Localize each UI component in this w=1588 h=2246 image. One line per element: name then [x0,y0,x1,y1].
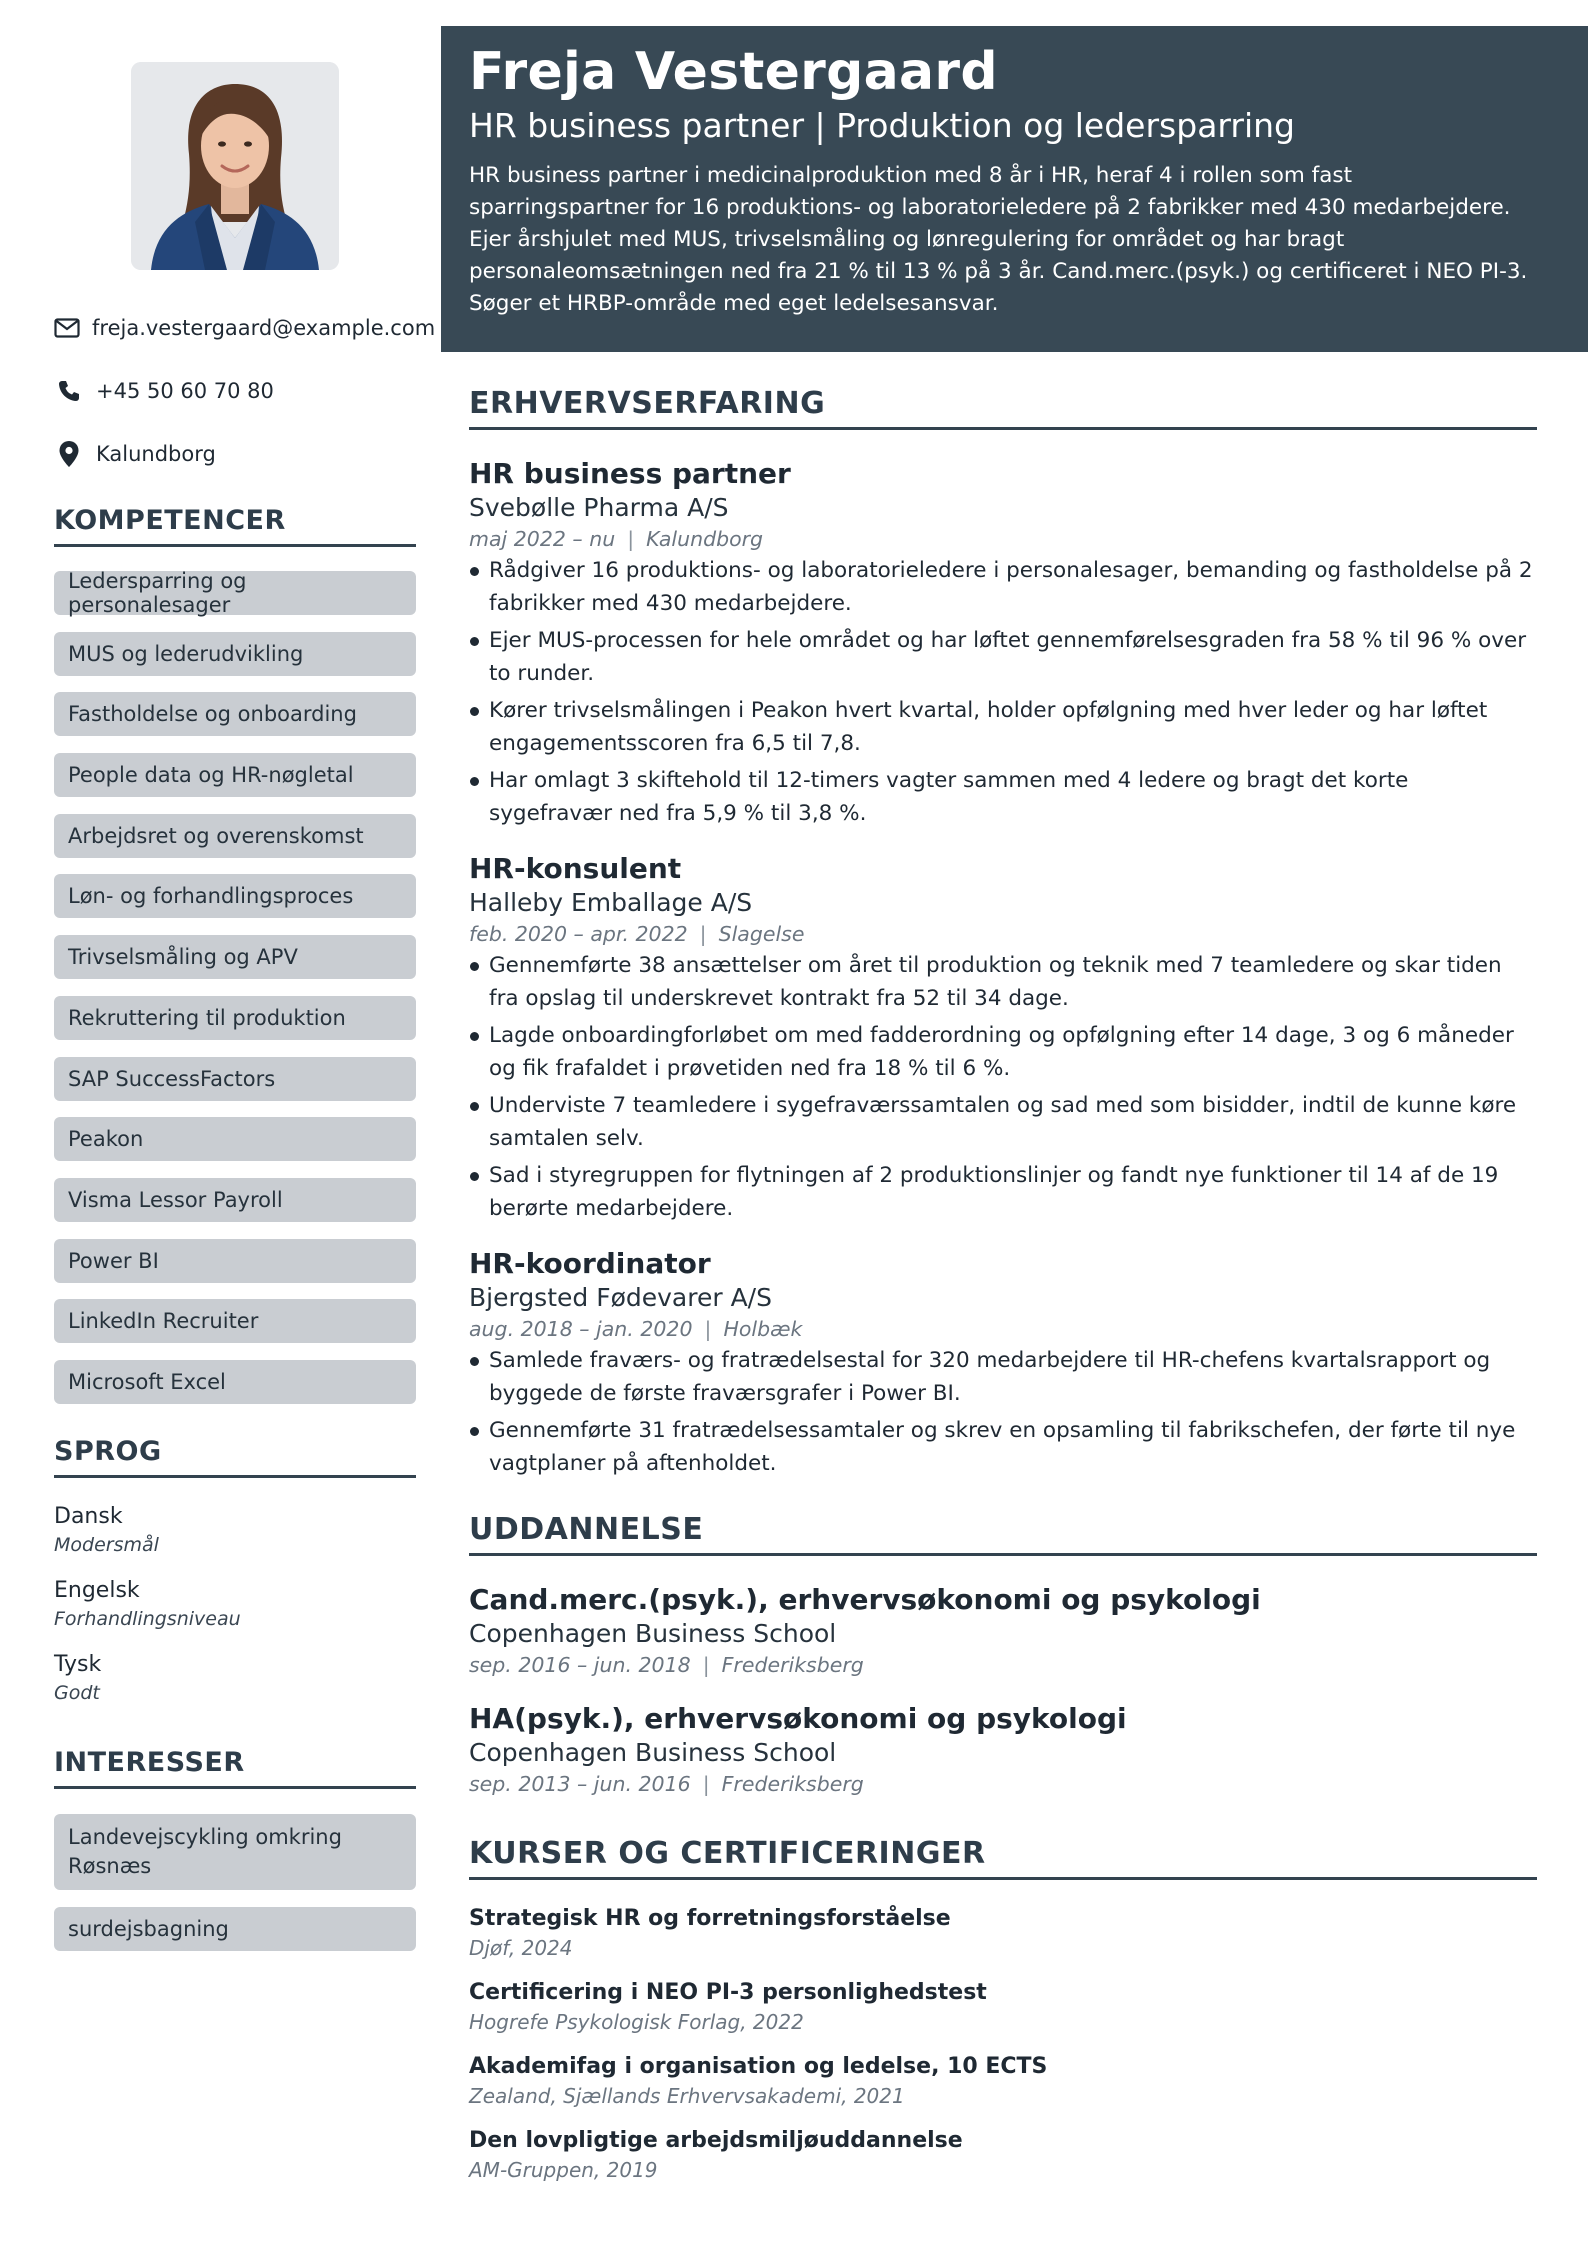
contact-email[interactable] [54,308,434,348]
meta-separator: | [702,1772,710,1796]
location-pin-icon [54,439,84,469]
course-source: AM-Gruppen, 2019 [469,2158,658,2182]
job-period: maj 2022 – nu [469,527,616,551]
education-entry [469,1701,1537,1799]
mail-icon [54,313,80,343]
skills-list [54,571,416,1421]
person-name: Freja Vestergaard [469,42,998,102]
skill-chip: Rekruttering til produktion [54,996,416,1040]
course-entry [469,1903,1537,1963]
school-name: Copenhagen Business School [469,1738,837,1767]
contact-phone[interactable] [54,371,434,411]
languages-list [54,1502,416,1724]
email-text[interactable]: freja.vestergaard@example.com [92,316,436,340]
job-period: aug. 2018 – jan. 2020 [469,1317,693,1341]
job-period: feb. 2020 – apr. 2022 [469,922,688,946]
job-role: HR-koordinator [469,1247,711,1280]
job-place: Holbæk [723,1317,803,1341]
skill-chip: SAP SuccessFactors [54,1057,416,1101]
meta-separator: | [702,1653,710,1677]
meta-separator: | [699,922,707,946]
skill-chip: Trivselsmåling og APV [54,935,416,979]
bullet-item: Kører trivselsmålingen i Peakon hvert kvartal, holder opfølgning med hver leder og har løftet engagementsscoren fra 6,5 til 7,8. [469,694,1537,760]
bullet-item: Har omlagt 3 skiftehold til 12-timers vagter sammen med 4 ledere og bragt det korte sygefravær ned fra 5,9 % til 3,8 %. [469,764,1537,830]
job-title: HR business partner | Produktion og ledersparring [469,106,1295,145]
education-entry [469,1582,1537,1680]
course-title: Strategisk HR og forretningsforståelse [469,1906,951,1931]
location-text: Kalundborg [96,442,216,466]
profile-summary: HR business partner i medicinalproduktion med 8 år i HR, heraf 4 i rollen som fast sparringspartner for 16 produktions- og laboratorieledere på 2 fabrikker med 430 medarbejdere. Ejer årshjulet med MUS, trivselsmåling og lønregulering for området og har bragt personaleomsætningen ned fra 21 % til 13 % på 3 år. Cand.merc.(psyk.) og certificeret i NEO PI-3. Søger et HRBP-område med eget ledelsesansvar. [469,163,1528,316]
course-entry [469,1977,1537,2037]
meta-separator: | [627,527,635,551]
skill-chip: Fastholdelse og onboarding [54,692,416,736]
skill-chip: Løn- og forhandlingsproces [54,874,416,918]
course-title: Akademifag i organisation og ledelse, 10 ECTS [469,2054,1048,2079]
phone-text[interactable]: +45 50 60 70 80 [96,379,274,403]
bullet-item: Gennemførte 38 ansættelser om året til produktion og teknik med 7 teamledere og skar tiden fra opslag til underskrevet kontrakt fra 52 til 34 dage. [469,949,1537,1015]
bullet-item: Lagde onboardingforløbet om med fadderordning og opfølgning efter 14 dage, 3 og 6 måneder og fik frafaldet i prøvetiden ned fra 18 % til 6 %. [469,1019,1537,1085]
language-item [54,1576,416,1632]
skills-heading: KOMPETENCER [54,505,416,547]
header-banner [441,26,1588,352]
job-company: Svebølle Pharma A/S [469,493,729,522]
skill-chip: LinkedIn Recruiter [54,1299,416,1343]
skill-chip: Visma Lessor Payroll [54,1178,416,1222]
course-entry [469,2051,1537,2111]
profile-photo [131,62,339,270]
contact-list [54,308,434,497]
job-role: HR-konsulent [469,852,682,885]
job-place: Kalundborg [646,527,764,551]
bullet-item: Gennemførte 31 fratrædelsessamtaler og skrev en opsamling til fabrikschefen, der førte til nye vagtplaner på aftenholdet. [469,1414,1537,1480]
language-name: Dansk [54,1504,123,1529]
bullet-item: Rådgiver 16 produktions- og laboratorieledere i personalesager, bemanding og fastholdelse på 2 fabrikker med 430 medarbejdere. [469,554,1537,620]
job-bullets [469,949,1537,1225]
interest-chip: Landevejscykling omkring Røsnæs [54,1814,416,1890]
job-place: Slagelse [718,922,805,946]
degree-title: Cand.merc.(psyk.), erhvervsøkonomi og psykologi [469,1583,1261,1616]
skill-chip: Microsoft Excel [54,1360,416,1404]
education-meta [469,1650,1537,1680]
skill-chip: Ledersparring og personalesager [54,571,416,615]
skill-chip: People data og HR-nøgletal [54,753,416,797]
job-meta [469,1314,1537,1344]
degree-title: HA(psyk.), erhvervsøkonomi og psykologi [469,1702,1127,1735]
bullet-item: Sad i styregruppen for flytningen af 2 produktionslinjer og fandt nye funktioner til 14 af de 19 berørte medarbejdere. [469,1159,1537,1225]
bullet-item: Samlede fraværs- og fratrædelsestal for 320 medarbejdere til HR-chefens kvartalsrapport og byggede de første fraværsgrafer i Power BI. [469,1344,1537,1410]
job-entry [469,456,1537,834]
job-company: Bjergsted Fødevarer A/S [469,1283,772,1312]
skill-chip: Power BI [54,1239,416,1283]
experience-heading: ERHVERVSERFARING [469,386,1537,430]
education-period: sep. 2013 – jun. 2016 [469,1772,691,1796]
course-source: Djøf, 2024 [469,1936,573,1960]
course-title: Den lovpligtige arbejdsmiljøuddannelse [469,2128,963,2153]
interests-heading: INTERESSER [54,1747,416,1789]
skill-chip: Peakon [54,1117,416,1161]
bullet-item: Ejer MUS-processen for hele området og har løftet gennemførelsesgraden fra 58 % til 96 % over to runder. [469,624,1537,690]
education-heading: UDDANNELSE [469,1512,1537,1556]
job-meta [469,524,1537,554]
school-name: Copenhagen Business School [469,1619,837,1648]
education-period: sep. 2016 – jun. 2018 [469,1653,691,1677]
course-source: Hogrefe Psykologisk Forlag, 2022 [469,2010,804,2034]
course-source: Zealand, Sjællands Erhvervsakademi, 2021 [469,2084,905,2108]
language-level: Godt [54,1682,100,1704]
job-role: HR business partner [469,457,791,490]
job-entry [469,1246,1537,1484]
skill-chip: Arbejdsret og overenskomst [54,814,416,858]
job-meta [469,919,1537,949]
phone-icon [54,376,84,406]
interest-chip: surdejsbagning [54,1907,416,1951]
course-title: Certificering i NEO PI-3 personlighedstest [469,1980,987,2005]
languages-heading: SPROG [54,1436,416,1478]
language-item [54,1502,416,1558]
language-name: Tysk [54,1652,102,1677]
language-level: Modersmål [54,1534,159,1556]
education-place: Frederiksberg [721,1772,864,1796]
job-bullets [469,554,1537,830]
job-bullets [469,1344,1537,1480]
contact-location [54,434,434,474]
job-entry [469,851,1537,1229]
bullet-item: Underviste 7 teamledere i sygefraværssamtalen og sad med som bisidder, indtil de kunne køre samtalen selv. [469,1089,1537,1155]
meta-separator: | [704,1317,712,1341]
courses-heading: KURSER OG CERTIFICERINGER [469,1836,1537,1880]
education-place: Frederiksberg [721,1653,864,1677]
language-name: Engelsk [54,1578,140,1603]
job-company: Halleby Emballage A/S [469,888,753,917]
language-item [54,1650,416,1706]
language-level: Forhandlingsniveau [54,1608,241,1630]
education-meta [469,1769,1537,1799]
skill-chip: MUS og lederudvikling [54,632,416,676]
interests-list [54,1814,416,1967]
course-entry [469,2125,1537,2185]
